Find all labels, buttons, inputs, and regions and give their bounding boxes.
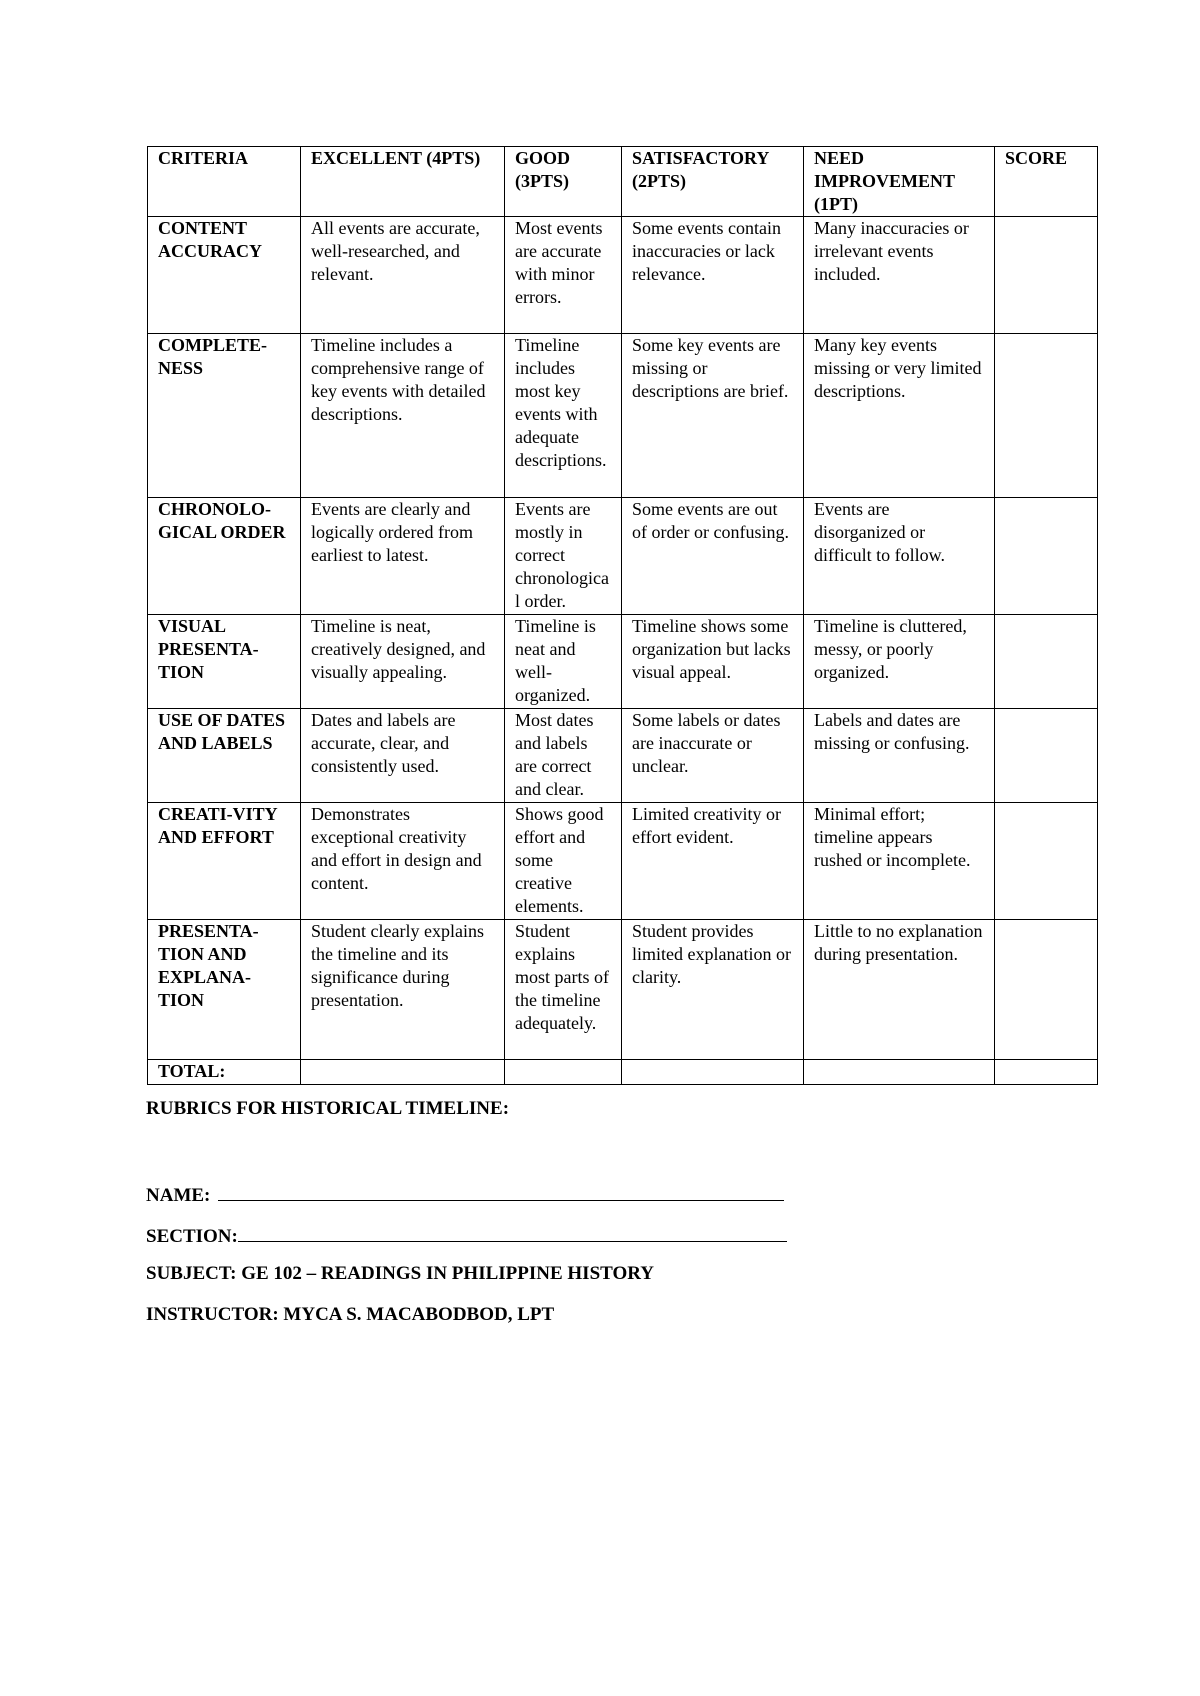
criteria-cell: COMPLETE-NESS	[148, 334, 301, 498]
satisfactory-cell: Some events contain inaccuracies or lack relevance.	[622, 217, 804, 334]
good-cell: Timeline is neat and well-organized.	[505, 615, 622, 709]
table-row	[148, 920, 1098, 1060]
good-cell: Events are mostly in correct chronological order.	[505, 498, 622, 615]
need-improvement-cell: Many inaccuracies or irrelevant events included.	[804, 217, 995, 334]
criteria-cell: VISUAL PRESENTA-TION	[148, 615, 301, 709]
instructor-line: INSTRUCTOR: MYCA S. MACABODBOD, LPT	[146, 1304, 555, 1325]
total-cell	[622, 1060, 804, 1085]
total-score-cell	[995, 1060, 1098, 1085]
need-improvement-cell: Events are disorganized or difficult to follow.	[804, 498, 995, 615]
total-cell	[804, 1060, 995, 1085]
excellent-cell: Dates and labels are accurate, clear, and consistently used.	[301, 709, 505, 803]
name-blank-line[interactable]	[218, 1180, 784, 1201]
subject-line: SUBJECT: GE 102 – READINGS IN PHILIPPINE HISTORY	[146, 1263, 655, 1284]
table-row	[148, 498, 1098, 615]
satisfactory-cell: Some events are out of order or confusing.	[622, 498, 804, 615]
excellent-cell: Events are clearly and logically ordered from earliest to latest.	[301, 498, 505, 615]
criteria-cell: CREATI-VITY AND EFFORT	[148, 803, 301, 920]
excellent-cell: Demonstrates exceptional creativity and effort in design and content.	[301, 803, 505, 920]
criteria-cell: CONTENT ACCURACY	[148, 217, 301, 334]
excellent-cell: All events are accurate, well-researched, and relevant.	[301, 217, 505, 334]
name-label: NAME:	[146, 1185, 211, 1206]
score-cell	[995, 334, 1098, 498]
section-field	[146, 1221, 787, 1249]
excellent-cell: Timeline is neat, creatively designed, and visually appealing.	[301, 615, 505, 709]
satisfactory-cell: Some key events are missing or descriptions are brief.	[622, 334, 804, 498]
satisfactory-cell: Timeline shows some organization but lacks visual appeal.	[622, 615, 804, 709]
criteria-cell: CHRONOLO-GICAL ORDER	[148, 498, 301, 615]
header-criteria: CRITERIA	[148, 147, 301, 217]
need-improvement-cell: Minimal effort; timeline appears rushed or incomplete.	[804, 803, 995, 920]
score-cell	[995, 498, 1098, 615]
excellent-cell: Timeline includes a comprehensive range of key events with detailed descriptions.	[301, 334, 505, 498]
table-row	[148, 334, 1098, 498]
score-cell	[995, 615, 1098, 709]
total-label: TOTAL:	[148, 1060, 301, 1085]
score-cell	[995, 803, 1098, 920]
header-score: SCORE	[995, 147, 1098, 217]
header-excellent: EXCELLENT (4PTS)	[301, 147, 505, 217]
score-cell	[995, 920, 1098, 1060]
satisfactory-cell: Some labels or dates are inaccurate or unclear.	[622, 709, 804, 803]
header-satisfactory: SATISFACTORY (2PTS)	[622, 147, 804, 217]
score-cell	[995, 217, 1098, 334]
name-field	[146, 1180, 784, 1208]
good-cell: Timeline includes most key events with adequate descriptions.	[505, 334, 622, 498]
table-header-row	[148, 147, 1098, 217]
excellent-cell: Student clearly explains the timeline and its significance during presentation.	[301, 920, 505, 1060]
total-cell	[301, 1060, 505, 1085]
need-improvement-cell: Many key events missing or very limited descriptions.	[804, 334, 995, 498]
table-row	[148, 615, 1098, 709]
rubric-table	[147, 146, 1098, 1085]
satisfactory-cell: Limited creativity or effort evident.	[622, 803, 804, 920]
criteria-cell: PRESENTA-TION AND EXPLANA-TION	[148, 920, 301, 1060]
rubric-caption: RUBRICS FOR HISTORICAL TIMELINE:	[146, 1098, 510, 1119]
satisfactory-cell: Student provides limited explanation or clarity.	[622, 920, 804, 1060]
table-row	[148, 217, 1098, 334]
score-cell	[995, 709, 1098, 803]
total-cell	[505, 1060, 622, 1085]
good-cell: Student explains most parts of the timeline adequately.	[505, 920, 622, 1060]
header-good: GOOD (3PTS)	[505, 147, 622, 217]
need-improvement-cell: Labels and dates are missing or confusing.	[804, 709, 995, 803]
good-cell: Most dates and labels are correct and clear.	[505, 709, 622, 803]
table-row	[148, 803, 1098, 920]
header-need-improvement: NEED IMPROVEMENT (1PT)	[804, 147, 995, 217]
need-improvement-cell: Little to no explanation during presentation.	[804, 920, 995, 1060]
need-improvement-cell: Timeline is cluttered, messy, or poorly organized.	[804, 615, 995, 709]
section-label: SECTION:	[146, 1226, 238, 1247]
section-blank-line[interactable]	[238, 1221, 787, 1242]
criteria-cell: USE OF DATES AND LABELS	[148, 709, 301, 803]
good-cell: Shows good effort and some creative elements.	[505, 803, 622, 920]
good-cell: Most events are accurate with minor errors.	[505, 217, 622, 334]
total-row	[148, 1060, 1098, 1085]
table-row	[148, 709, 1098, 803]
